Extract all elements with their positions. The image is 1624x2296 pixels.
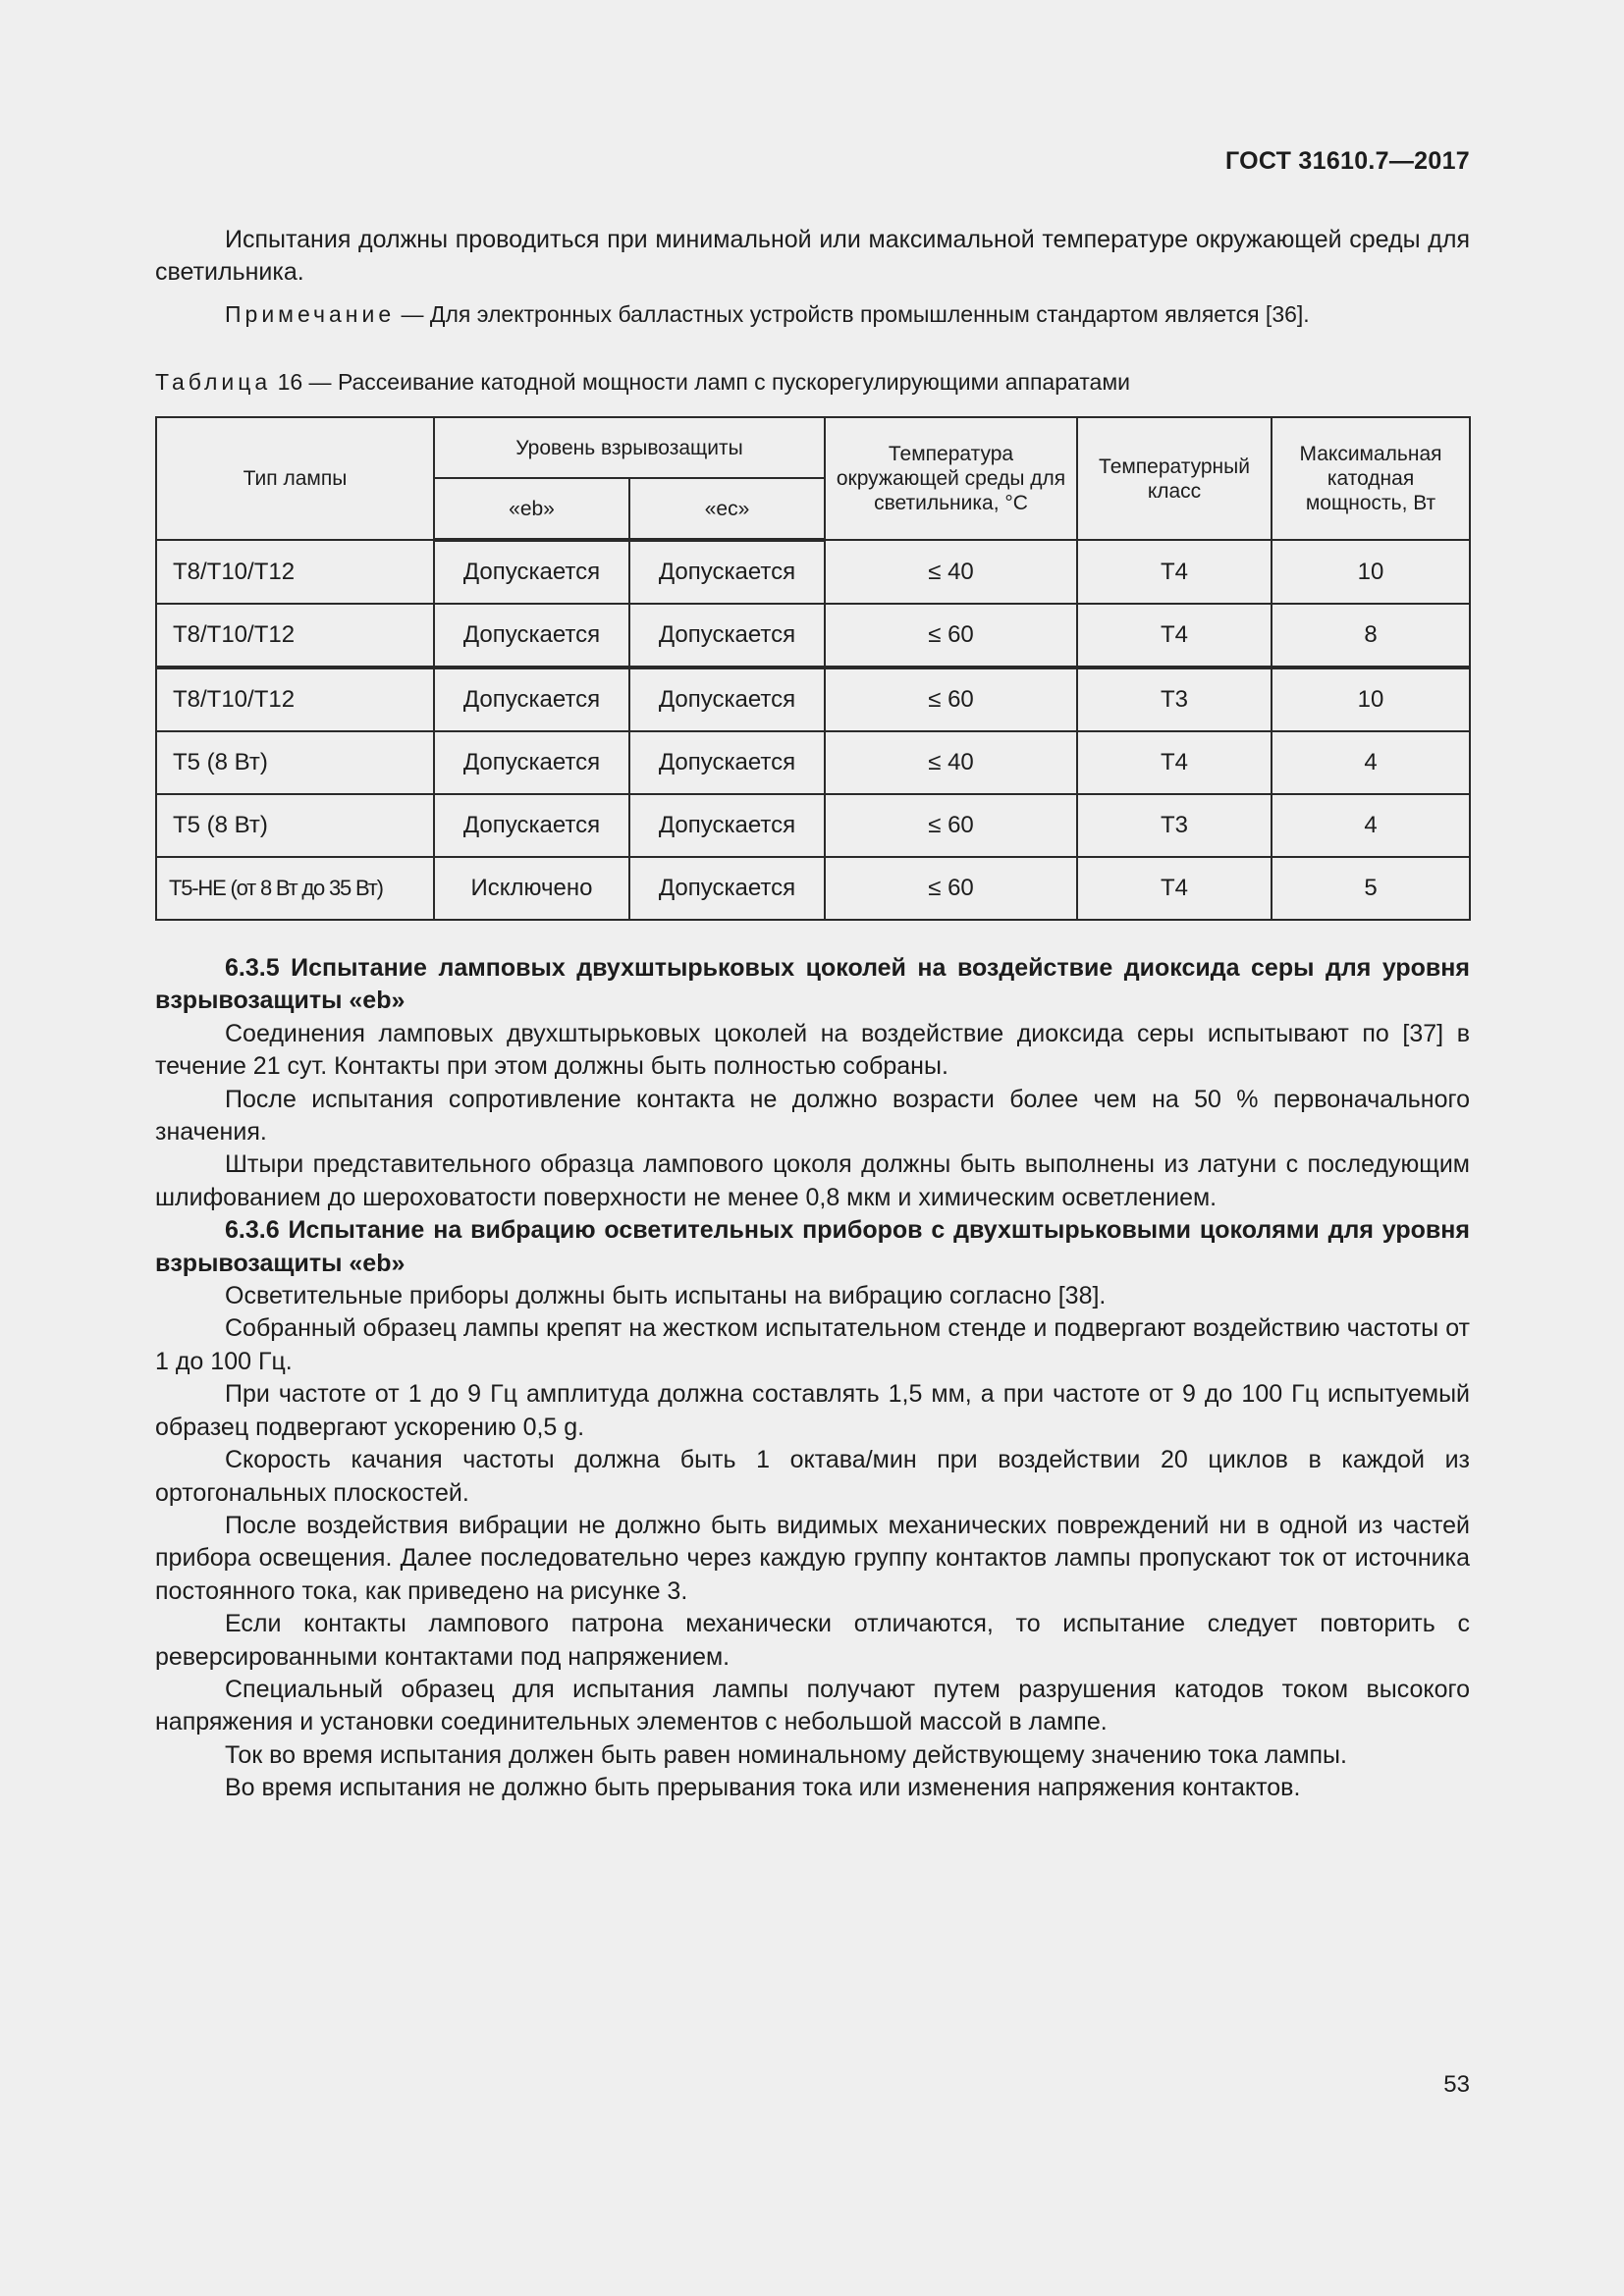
page-number: 53 (1443, 2071, 1470, 2098)
cell-eb: Допускается (434, 731, 629, 794)
cell-ec: Допускается (629, 857, 825, 920)
cell-ec: Допускается (629, 794, 825, 857)
section-636-paragraph: Во время испытания не должно быть прерывания тока или изменения напряжения контактов. (225, 1774, 1301, 1802)
cell-class: Т4 (1077, 731, 1272, 794)
cell-temp: ≤ 40 (825, 540, 1077, 604)
cell-eb: Допускается (434, 604, 629, 667)
note-text: — Для электронных балластных устройств промышленным стандартом является [36]. (395, 300, 1310, 327)
cell-ec: Допускается (629, 604, 825, 667)
table-row (156, 731, 1470, 794)
section-636-paragraph: После воздействия вибрации не должно быть видимых механических повреждений ни в одной из частей прибора освещения. Далее последовательно через каждую группу контактов лампы пропускают ток от источника постоянного тока, как приведено на рисунке 3. (155, 1511, 1470, 1605)
cell-eb: Допускается (434, 667, 629, 731)
section-635-paragraph: После испытания сопротивление контакта не должно возрасти более чем на 50 % первоначального значения. (155, 1085, 1470, 1147)
note-paragraph (155, 299, 1470, 329)
cell-power: 4 (1272, 731, 1470, 794)
cell-class: Т4 (1077, 540, 1272, 604)
lamp-power-table (155, 416, 1471, 921)
cell-lamp: Т8/Т10/Т12 (156, 540, 434, 604)
cell-eb: Исключено (434, 857, 629, 920)
cell-power: 10 (1272, 667, 1470, 731)
section-636-paragraph: Скорость качания частоты должна быть 1 октава/мин при воздействии 20 циклов в каждой из ортогональных плоскостей. (155, 1446, 1470, 1507)
section-636-paragraph: Ток во время испытания должен быть равен номинальному действующему значению тока лампы. (225, 1740, 1347, 1769)
section-636-paragraph: Осветительные приборы должны быть испытаны на вибрацию согласно [38]. (225, 1282, 1107, 1310)
header-max-power: Максимальная катодная мощность, Вт (1272, 417, 1470, 540)
cell-lamp: Т5 (8 Вт) (156, 794, 434, 857)
cell-ec: Допускается (629, 667, 825, 731)
section-636-paragraph: Если контакты лампового патрона механически отличаются, то испытание следует повторить с реверсированными контактами под напряжением. (155, 1610, 1470, 1671)
cell-power: 10 (1272, 540, 1470, 604)
cell-temp: ≤ 60 (825, 794, 1077, 857)
cell-temp: ≤ 60 (825, 857, 1077, 920)
cell-class: Т3 (1077, 667, 1272, 731)
header-protection-level: Уровень взрывозащиты (434, 417, 825, 478)
cell-class: Т3 (1077, 794, 1272, 857)
section-636-paragraph: Собранный образец лампы крепят на жестком испытательном стенде и подвергают воздействию частоты от 1 до 100 Гц. (155, 1314, 1470, 1375)
cell-temp: ≤ 40 (825, 731, 1077, 794)
header-ec: «ec» (629, 478, 825, 540)
table-row (156, 667, 1470, 731)
intro-block (155, 224, 1470, 329)
cell-ec: Допускается (629, 731, 825, 794)
table-caption-label: Таблица (155, 369, 272, 395)
cell-lamp: Т8/Т10/Т12 (156, 604, 434, 667)
section-635-paragraph: Штыри представительного образца лампового цоколя должны быть выполнены из латуни с последующим шлифованием до шероховатости поверхности не менее 0,8 мкм и химическим осветлением. (155, 1150, 1470, 1211)
cell-lamp: Т8/Т10/Т12 (156, 667, 434, 731)
header-ambient-temp: Температура окружающей среды для светильника, °С (825, 417, 1077, 540)
cell-power: 5 (1272, 857, 1470, 920)
cell-lamp: Т5 (8 Вт) (156, 731, 434, 794)
section-636-paragraph: При частоте от 1 до 9 Гц амплитуда должна составлять 1,5 мм, а при частоте от 9 до 100 Гц испытуемый образец подвергают ускорению 0,5 g. (155, 1380, 1470, 1441)
note-label: Примечание (225, 300, 396, 327)
table-caption (155, 367, 1130, 397)
section-636-paragraph: Специальный образец для испытания лампы получают путем разрушения катодов током высокого напряжения и установки соединительных элементов с небольшой массой в лампе. (155, 1675, 1470, 1736)
cell-class: Т4 (1077, 857, 1272, 920)
cell-eb: Допускается (434, 540, 629, 604)
header-temp-class: Температурный класс (1077, 417, 1272, 540)
cell-temp: ≤ 60 (825, 667, 1077, 731)
document-code: ГОСТ 31610.7—2017 (1224, 147, 1470, 175)
cell-eb: Допускается (434, 794, 629, 857)
table-row (156, 857, 1470, 920)
cell-ec: Допускается (629, 540, 825, 604)
section-635-paragraph: Соединения ламповых двухштырьковых цоколей на воздействие диоксида серы испытывают по [37] в течение 21 сут. Контакты при этом должны быть полностью собраны. (155, 1019, 1470, 1081)
cell-power: 8 (1272, 604, 1470, 667)
cell-power: 4 (1272, 794, 1470, 857)
header-eb: «eb» (434, 478, 629, 540)
table-header-row (156, 417, 1470, 478)
cell-temp: ≤ 60 (825, 604, 1077, 667)
section-635-heading: 6.3.5 Испытание ламповых двухштырьковых цоколей на воздействие диоксида серы для уровня взрывозащиты «eb» (155, 954, 1470, 1015)
table-row (156, 604, 1470, 667)
cell-lamp: Т5-НЕ (от 8 Вт до 35 Вт) (156, 857, 434, 920)
intro-paragraph: Испытания должны проводиться при минимальной или максимальной температуре окружающей среды для светильника. (155, 226, 1470, 287)
table-row (156, 794, 1470, 857)
table-row (156, 540, 1470, 604)
header-lamp-type: Тип лампы (156, 417, 434, 540)
section-636-heading: 6.3.6 Испытание на вибрацию осветительных приборов с двухштырьковыми цоколями для уровня взрывозащиты «eb» (155, 1216, 1470, 1277)
body-text (155, 952, 1470, 1805)
cell-class: Т4 (1077, 604, 1272, 667)
table-caption-text: 16 — Рассеивание катодной мощности ламп с пускорегулирующими аппаратами (271, 369, 1130, 395)
